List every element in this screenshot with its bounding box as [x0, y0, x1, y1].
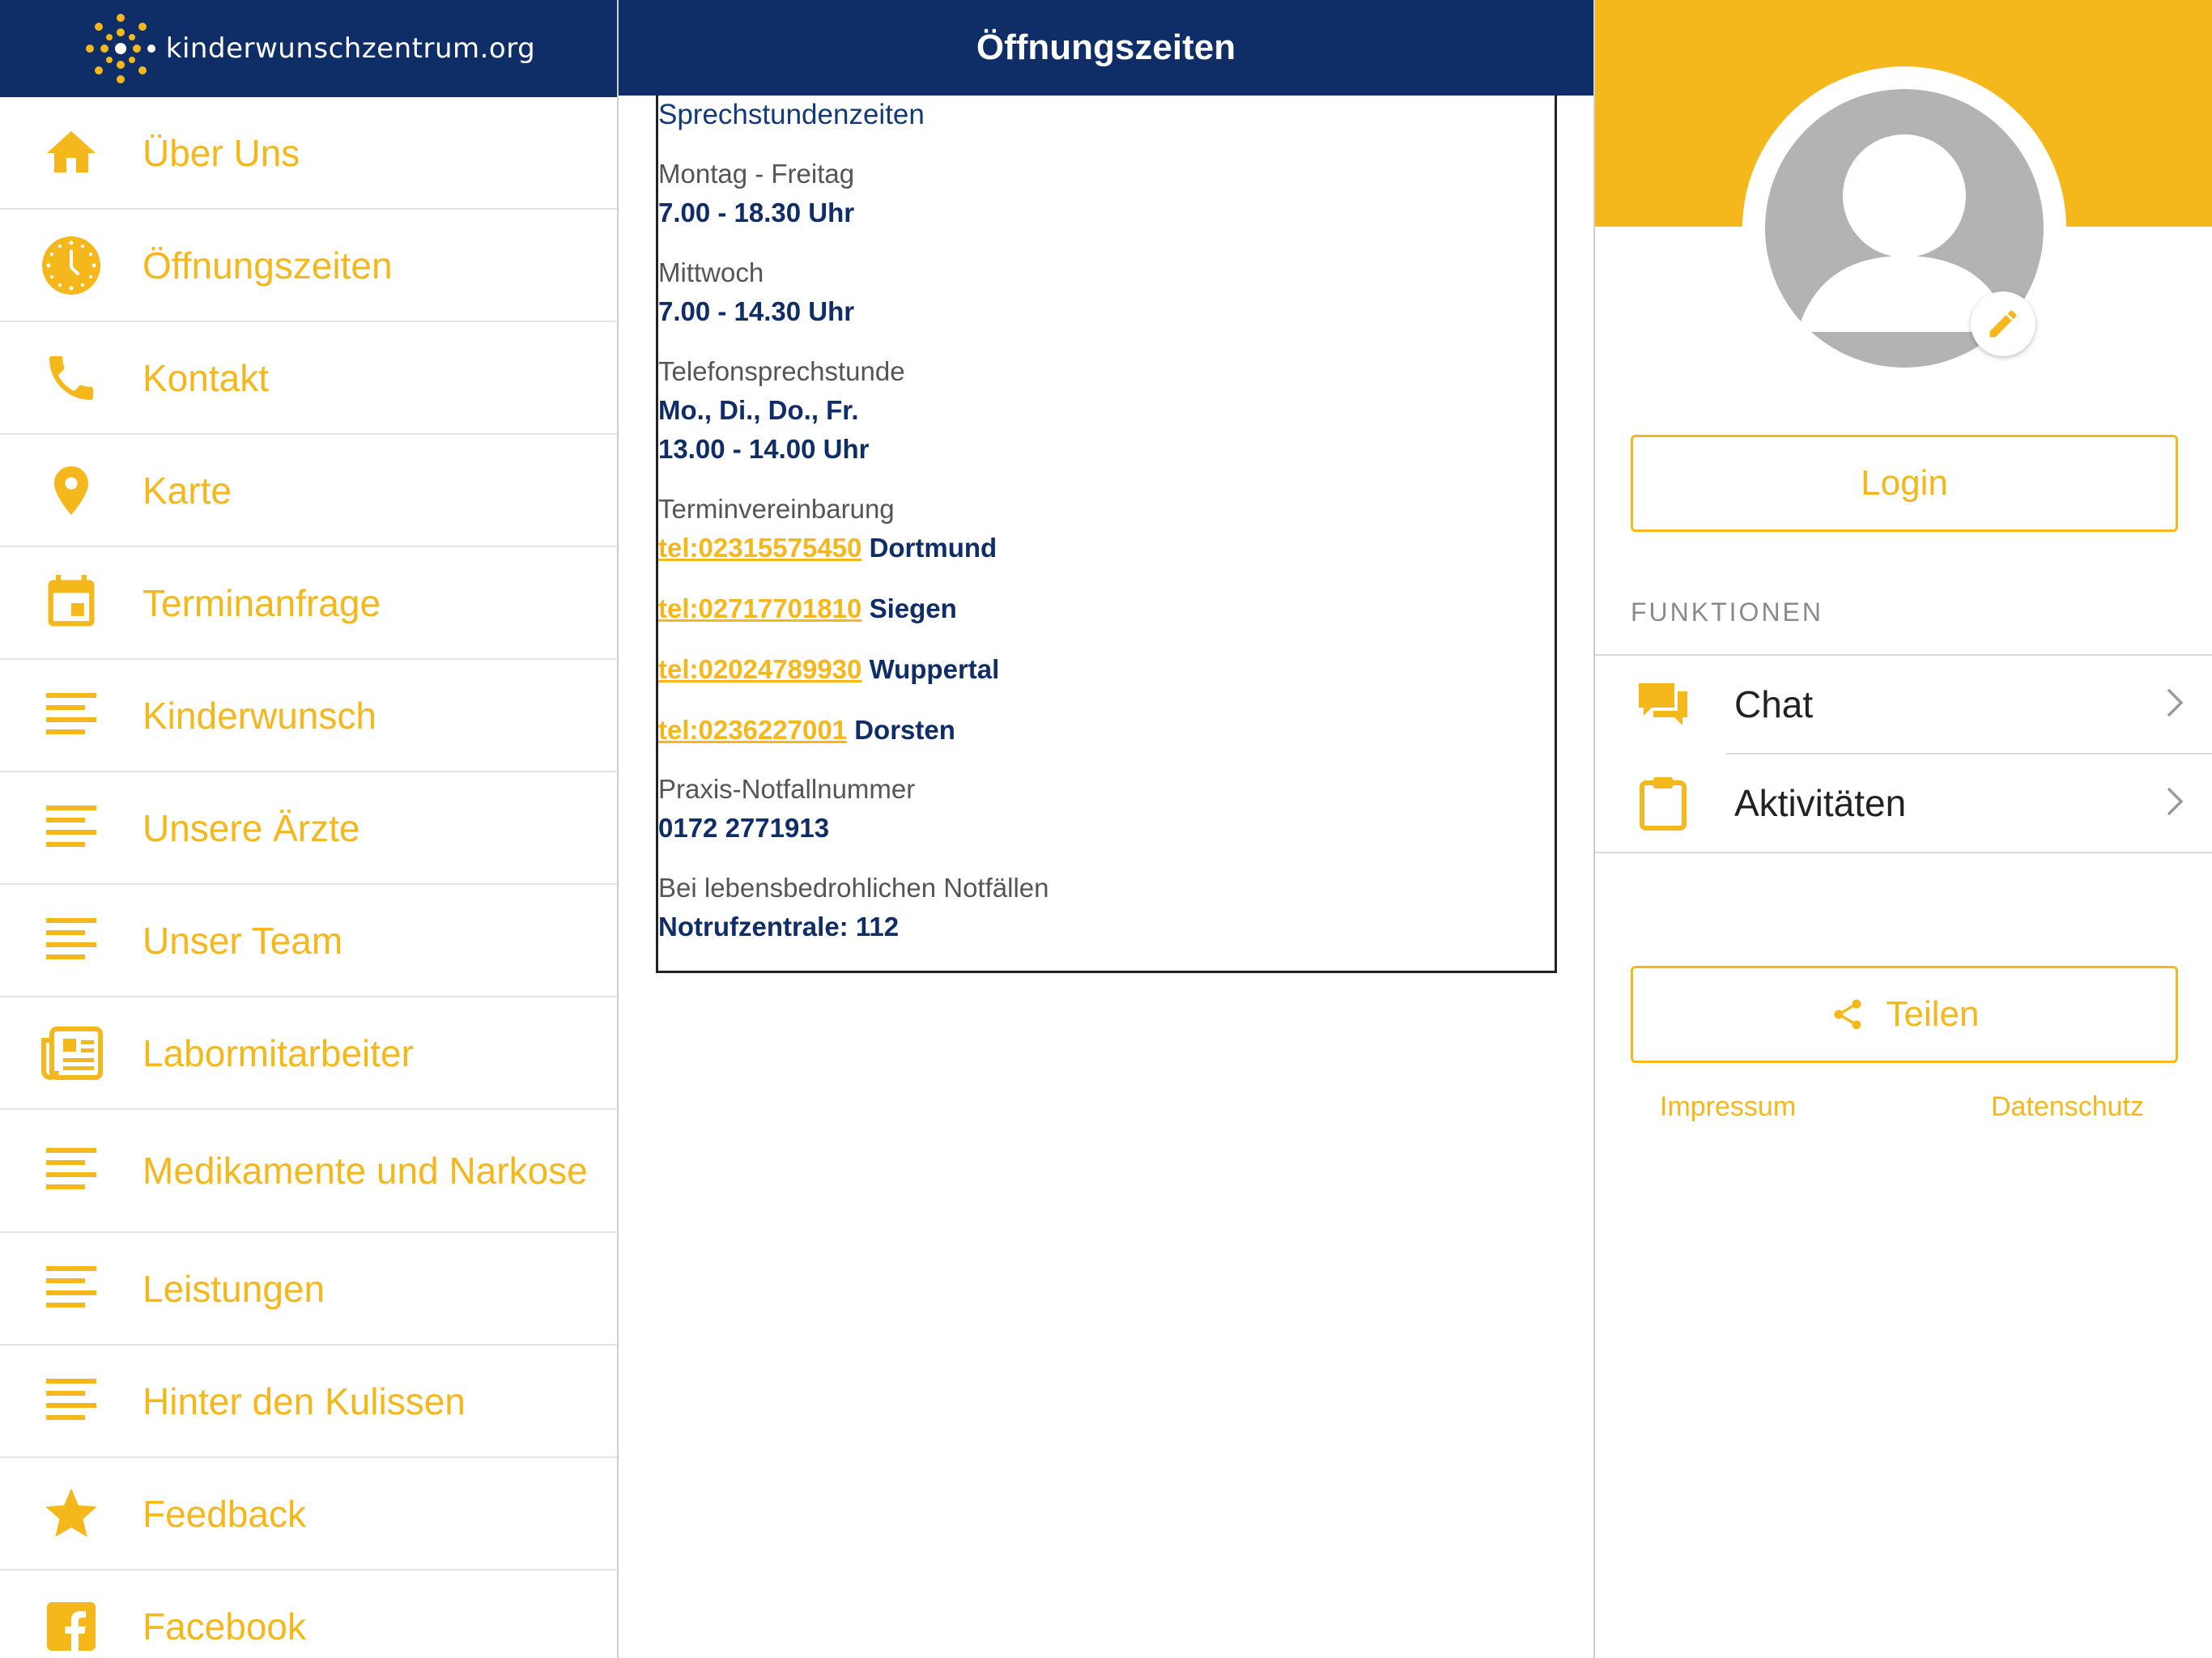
share-button[interactable]: [1631, 966, 2178, 1063]
sidebar-item-labormitarbeiter[interactable]: [0, 997, 617, 1110]
edit-avatar-button[interactable]: [1971, 291, 2035, 356]
divider: [1595, 852, 2212, 853]
share-icon: [1830, 995, 1865, 1034]
phone-hours-label: Telefonsprechstunde: [658, 356, 905, 386]
sidebar-item-label: Terminanfrage: [143, 581, 381, 624]
sidebar-item-terminanfrage[interactable]: [0, 547, 617, 660]
text-lines-icon: [36, 793, 107, 864]
sidebar: [0, 0, 619, 1658]
clock-icon: [36, 230, 107, 301]
logo[interactable]: [82, 10, 535, 87]
chevron-right-icon: [2165, 785, 2184, 822]
sidebar-item-leistungen[interactable]: [0, 1233, 617, 1346]
phone-link[interactable]: tel:0236227001: [658, 715, 848, 745]
logo-bar: [0, 0, 617, 97]
phone-row-dorsten: [658, 715, 955, 746]
wednesday-hours: 7.00 - 14.30 Uhr: [658, 296, 855, 326]
sidebar-item-label: Unser Team: [143, 919, 343, 962]
chevron-right-icon: [2165, 687, 2184, 723]
newspaper-icon: [36, 1018, 107, 1089]
text-lines-icon: [36, 905, 107, 976]
sidebar-item-label: Öffnungszeiten: [143, 244, 393, 287]
impressum-link[interactable]: Impressum: [1660, 1091, 1797, 1122]
phone-city: Wuppertal: [869, 654, 1000, 684]
sidebar-item-kontakt[interactable]: [0, 322, 617, 435]
phone-link[interactable]: tel:02024789930: [658, 654, 862, 684]
sidebar-item-label: Medikamente und Narkose: [143, 1150, 588, 1192]
sidebar-item-label: Über Uns: [143, 131, 300, 174]
sidebar-item-label: Hinter den Kulissen: [143, 1380, 466, 1422]
datenschutz-link[interactable]: Datenschutz: [1991, 1091, 2144, 1122]
section-heading: Sprechstundenzeiten: [658, 99, 925, 130]
calendar-icon: [36, 568, 107, 639]
life-threat-label: Bei lebensbedrohlichen Notfällen: [658, 873, 1049, 903]
sidebar-item-hinter-den-kulissen[interactable]: [0, 1346, 617, 1458]
emergency-number: 0172 2771913: [658, 813, 830, 843]
weekdays-hours: 7.00 - 18.30 Uhr: [658, 198, 855, 227]
sidebar-item-medikamente[interactable]: [0, 1110, 617, 1233]
logo-dots-icon: [82, 10, 160, 87]
map-pin-icon: [36, 455, 107, 526]
appointment-label: Terminvereinbarung: [658, 494, 895, 524]
profile-panel: [1593, 0, 2212, 1658]
pencil-icon: [1985, 306, 2021, 342]
sidebar-item-label: Facebook: [143, 1605, 307, 1647]
chat-icon: [1631, 672, 1695, 737]
phone-link[interactable]: tel:02717701810: [658, 593, 862, 623]
facebook-icon: [36, 1591, 107, 1658]
text-lines-icon: [36, 1135, 107, 1206]
sidebar-item-label: Unsere Ärzte: [143, 806, 360, 849]
sidebar-item-feedback[interactable]: [0, 1458, 617, 1571]
clipboard-icon: [1631, 771, 1695, 835]
page-header: [619, 0, 1593, 96]
sidebar-item-karte[interactable]: [0, 435, 617, 547]
sidebar-item-label: Karte: [143, 469, 232, 512]
phone-city: Dortmund: [869, 533, 998, 563]
text-lines-icon: [36, 1253, 107, 1324]
phone-row-wuppertal: [658, 654, 999, 685]
sidebar-item-label: Kontakt: [143, 356, 269, 399]
functions-list: [1595, 654, 2212, 853]
phone-row-siegen: [658, 593, 957, 624]
sidebar-item-label: Kinderwunsch: [143, 694, 376, 737]
sidebar-item-kinderwunsch[interactable]: [0, 660, 617, 772]
sidebar-item-unser-team[interactable]: [0, 885, 617, 997]
function-label: Aktivitäten: [1734, 782, 1907, 824]
sidebar-item-label: Labormitarbeiter: [143, 1031, 414, 1074]
weekdays-label: Montag - Freitag: [658, 159, 855, 189]
sidebar-item-label: Leistungen: [143, 1267, 325, 1310]
emergency-label: Praxis-Notfallnummer: [658, 774, 916, 804]
function-item-aktivitaeten[interactable]: [1595, 755, 2212, 852]
text-lines-icon: [36, 1366, 107, 1437]
text-lines-icon: [36, 680, 107, 751]
star-icon: [36, 1478, 107, 1550]
login-button[interactable]: Login: [1631, 435, 2178, 532]
phone-icon: [36, 342, 107, 414]
life-threat-value: Notrufzentrale: 112: [658, 912, 900, 942]
phone-hours-time: 13.00 - 14.00 Uhr: [658, 434, 870, 464]
sidebar-item-unsere-aerzte[interactable]: [0, 772, 617, 885]
phone-city: Siegen: [869, 593, 957, 623]
sidebar-item-facebook[interactable]: [0, 1571, 617, 1658]
main-content: [619, 0, 1593, 1658]
home-icon: [36, 117, 107, 189]
page-title: Öffnungszeiten: [976, 28, 1236, 67]
sidebar-item-oeffnungszeiten[interactable]: [0, 210, 617, 322]
phone-city: Dorsten: [854, 715, 955, 745]
logo-text: kinderwunschzentrum.org: [165, 32, 536, 65]
phone-link[interactable]: tel:02315575450: [658, 533, 862, 563]
phone-row-dortmund: [658, 533, 997, 563]
share-label: Teilen: [1886, 994, 1980, 1034]
opening-hours-box: [656, 96, 1557, 973]
phone-hours-days: Mo., Di., Do., Fr.: [658, 395, 859, 425]
sidebar-item-label: Feedback: [143, 1492, 307, 1535]
functions-section-title: FUNKTIONEN: [1631, 597, 1823, 627]
wednesday-label: Mittwoch: [658, 257, 764, 287]
sidebar-item-ueber-uns[interactable]: [0, 97, 617, 210]
function-item-chat[interactable]: [1595, 656, 2212, 753]
function-label: Chat: [1734, 683, 1814, 725]
